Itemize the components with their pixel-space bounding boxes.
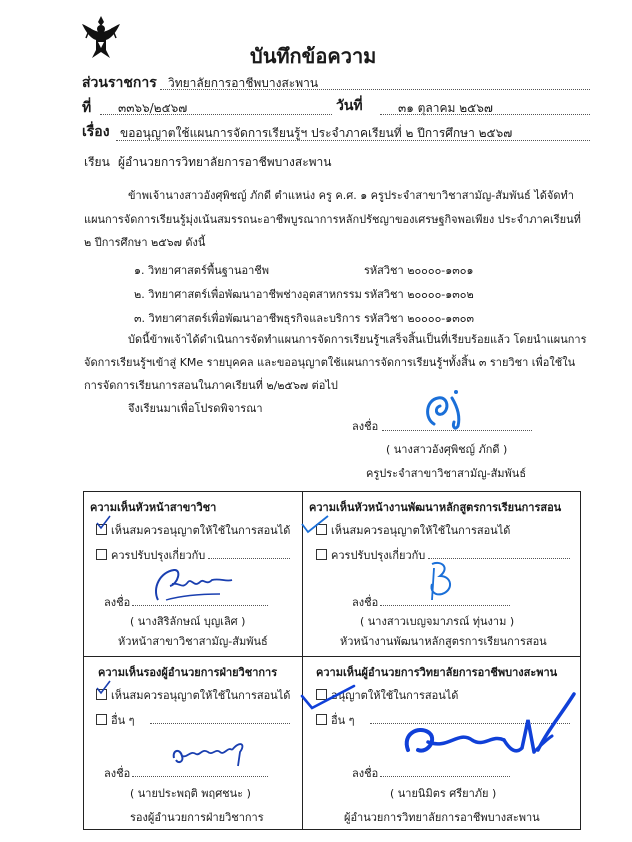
box-2-check-mark-icon: [300, 514, 340, 536]
box-4-checkbox-2[interactable]: [316, 714, 327, 725]
box-4-signature-image: [388, 690, 578, 770]
department-value: วิทยาลัยการอาชีพบางสะพาน: [168, 76, 319, 90]
box-2-checkbox-2[interactable]: [316, 549, 327, 560]
box-3-checkbox-2[interactable]: [96, 714, 107, 725]
box-2-option-2-dotline: [428, 558, 570, 559]
department-dotline: [160, 89, 590, 90]
box-2-option-1: [316, 521, 510, 539]
box-1-option-1: [96, 521, 290, 539]
date-label: วันที่: [336, 98, 363, 114]
box-3-option-2-dotline: [150, 723, 290, 724]
number-dotline: [100, 114, 332, 115]
opinion-table-vertical-divider: [302, 491, 303, 829]
box-4-option-2: [316, 711, 355, 729]
course-code-3: รหัสวิชา ๒๐๐๐๐-๑๓๐๓: [364, 312, 474, 325]
course-name-2: ๒. วิทยาศาสตร์เพื่อพัฒนาอาชีพช่างอุตสาหกรรม: [134, 288, 362, 301]
opinion-table-horizontal-divider: [83, 656, 580, 657]
box-2-position: หัวหน้างานพัฒนาหลักสูตรการเรียนการสอน: [340, 635, 547, 648]
box-2-signature-image: [420, 560, 460, 606]
body-paragraph-1-line-3: ๒ ปีการศึกษา ๒๕๖๗ ดังนี้: [84, 236, 206, 249]
body-paragraph-2-line-1: บัดนี้ข้าพเจ้าได้ดำเนินการจัดทำแผนการจัดการเรียนรู้ฯเสร็จสิ้นเป็นที่เรียบร้อยแล้ว โดยนำแผนการ: [128, 333, 587, 346]
number-label: ที่: [82, 100, 92, 116]
box-2-sign-dotline: [380, 605, 510, 606]
box-1-signature-image: [150, 560, 236, 608]
box-2-title: ความเห็นหัวหน้างานพัฒนาหลักสูตรการเรียนการสอน: [309, 501, 562, 514]
to-value: ผู้อำนวยการวิทยาลัยการอาชีพบางสะพาน: [118, 155, 332, 169]
course-code-2: รหัสวิชา ๒๐๐๐๐-๑๓๐๒: [364, 288, 474, 301]
box-4-check-mark-icon: [300, 682, 356, 712]
box-4-option-1-label: อนุญาตให้ใช้ในการสอนได้: [331, 689, 459, 702]
box-4-sign-label: ลงชื่อ: [352, 767, 379, 780]
box-4-name: ( นายนิมิตร ศรียาภัย ): [390, 787, 497, 800]
box-1-option-1-label: เห็นสมควรอนุญาตให้ใช้ในการสอนได้: [111, 524, 291, 537]
box-3-name: ( นายประพฤติ พฤศชนะ ): [130, 787, 251, 800]
box-2-name: ( นางสาวเบญจมาภรณ์ ทุ่นงาม ): [360, 615, 515, 628]
course-name-3: ๓. วิทยาศาสตร์เพื่อพัฒนาอาชีพธุรกิจและบริการ: [134, 312, 361, 325]
course-name-1: ๑. วิทยาศาสตร์พื้นฐานอาชีพ: [134, 264, 269, 277]
garuda-emblem-icon: [80, 14, 122, 60]
signer-name: ( นางสาวอังศุพิชญ์ ภักดี ): [386, 443, 508, 456]
box-3-sign-label: ลงชื่อ: [104, 767, 131, 780]
signer-position: ครูประจำสาขาวิชาสามัญ-สัมพันธ์: [366, 467, 527, 480]
box-1-sign-label: ลงชื่อ: [104, 596, 131, 609]
box-1-title: ความเห็นหัวหน้าสาขาวิชา: [90, 501, 217, 514]
box-2-sign-label: ลงชื่อ: [352, 596, 379, 609]
box-1-position: หัวหน้าสาขาวิชาสามัญ-สัมพันธ์: [118, 635, 268, 648]
to-label: เรียน: [84, 155, 110, 169]
signer-signature-image: [412, 384, 472, 434]
box-3-position: รองผู้อำนวยการฝ่ายวิชาการ: [130, 811, 264, 824]
date-value: ๓๑ ตุลาคม ๒๕๖๗: [398, 101, 493, 115]
box-3-title: ความเห็นรองผู้อำนวยการฝ่ายวิชาการ: [98, 666, 278, 679]
body-paragraph-2-line-2: จัดการเรียนรู้ฯเข้าสู่ KMe รายบุคคล และขออนุญาตใช้แผนการจัดการเรียนรู้ฯทั้งสิ้น ๓ รายวิชา เพื่อใช้ใน: [84, 356, 576, 369]
closing-text: จึงเรียนมาเพื่อโปรดพิจารณา: [128, 402, 263, 415]
box-3-option-1: [96, 686, 290, 704]
box-1-checkbox-2[interactable]: [96, 549, 107, 560]
box-1-name: ( นางสิริลักษณ์ บุญเลิศ ): [130, 615, 246, 628]
department-label: ส่วนราชการ: [82, 75, 157, 91]
box-2-option-1-label: เห็นสมควรอนุญาตให้ใช้ในการสอนได้: [331, 524, 511, 537]
number-value: ๓๓๖๖/๒๕๖๗: [118, 101, 188, 115]
signer-sign-label: ลงชื่อ: [352, 420, 379, 433]
box-3-check-mark-icon: [95, 679, 111, 695]
course-code-1: รหัสวิชา ๒๐๐๐๐-๑๓๐๑: [364, 264, 474, 277]
box-4-position: ผู้อำนวยการวิทยาลัยการอาชีพบางสะพาน: [344, 811, 540, 824]
body-paragraph-2-line-3: การจัดการเรียนการสอนในภาคเรียนที่ ๒/๒๕๖๗ ต่อไป: [84, 379, 338, 392]
opinion-table: [83, 491, 581, 830]
body-paragraph-1-line-2: แผนการจัดการเรียนรู้มุ่งเน้นสมรรถนะอาชีพบูรณาการหลักปรัชญาของเศรษฐกิจพอเพียง ประจำภาคเรียนที่: [84, 213, 581, 226]
box-4-option-2-label: อื่น ๆ: [331, 714, 355, 727]
box-1-sign-dotline: [132, 605, 268, 606]
box-2-option-2-label: ควรปรับปรุงเกี่ยวกับ: [331, 549, 426, 562]
box-1-option-2-dotline: [208, 558, 290, 559]
box-2-option-2: [316, 546, 425, 564]
box-4-title: ความเห็นผู้อำนวยการวิทยาลัยการอาชีพบางสะพาน: [316, 666, 558, 679]
memo-title: บันทึกข้อความ: [250, 44, 377, 68]
box-3-option-2-label: อื่น ๆ: [111, 714, 135, 727]
box-3-option-1-label: เห็นสมควรอนุญาตให้ใช้ในการสอนได้: [111, 689, 291, 702]
date-dotline: [380, 114, 590, 115]
box-4-sign-dotline: [380, 776, 510, 777]
box-3-option-2: [96, 711, 135, 729]
subject-dotline: [116, 140, 590, 141]
box-1-option-2-label: ควรปรับปรุงเกี่ยวกับ: [111, 549, 206, 562]
box-3-sign-dotline: [132, 776, 268, 777]
body-paragraph-1-line-1: ข้าพเจ้านางสาวอังศุพิชญ์ ภักดี ตำแหน่ง ครู ค.ศ. ๑ ครูประจำสาขาวิชาสามัญ-สัมพันธ์ ได้จัดทำ: [128, 189, 574, 202]
subject-label: เรื่อง: [82, 124, 110, 140]
box-3-signature-image: [170, 736, 250, 770]
box-1-check-mark-icon: [95, 514, 111, 530]
subject-value: ขออนุญาตใช้แผนการจัดการเรียนรู้ฯ ประจำภาคเรียนที่ ๒ ปีการศึกษา ๒๕๖๗: [120, 126, 513, 140]
